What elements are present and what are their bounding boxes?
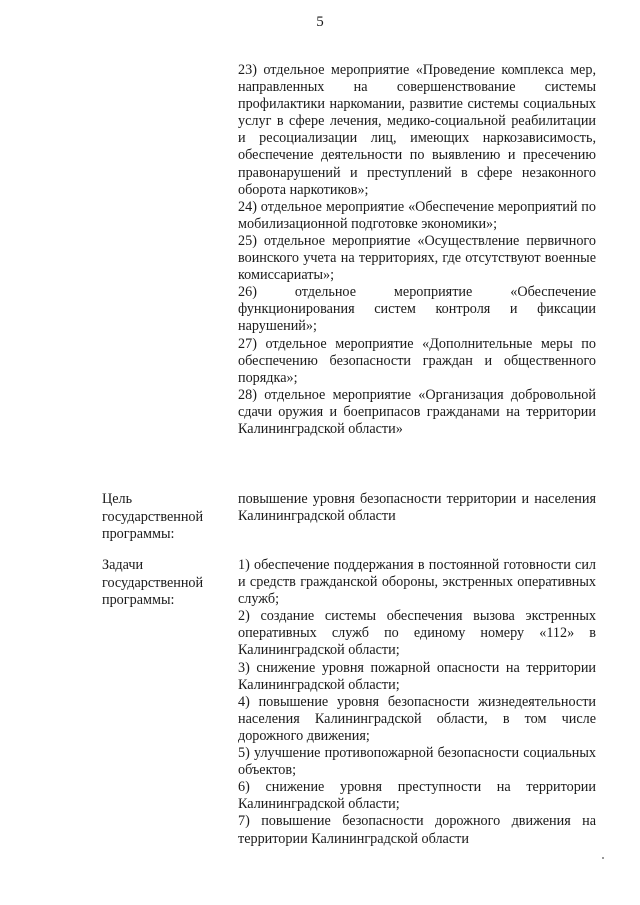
measure-item: 26) отдельное мероприятие «Обеспечение функционирования систем контроля и фиксации нарушений»;	[238, 284, 596, 335]
task-item: 5) улучшение противопожарной безопасности социальных объектов;	[238, 745, 596, 779]
tasks-list	[238, 557, 596, 848]
task-item: 7) повышение безопасности дорожного движения на территории Калининградской области	[238, 813, 596, 847]
goal-text-block	[238, 491, 596, 525]
task-item: 4) повышение уровня безопасности жизнедеятельности населения Калининградской области, в том числе дорожного движения;	[238, 693, 596, 744]
measure-item: 24) отдельное мероприятие «Обеспечение мероприятий по мобилизационной подготовке экономики»;	[238, 198, 596, 232]
task-item: 6) снижение уровня преступности на территории Калининградской области;	[238, 779, 596, 813]
goal-text: повышение уровня безопасности территории и населения Калининградской области	[238, 491, 596, 525]
tasks-label-line: Задачи	[102, 557, 144, 573]
task-item: 1) обеспечение поддержания в постоянной готовности сил и средств гражданской обороны, экстренных оперативных служб;	[238, 557, 596, 608]
goal-label-line: Цель	[102, 491, 133, 507]
tasks-label	[102, 557, 222, 610]
measures-list	[238, 62, 596, 438]
tasks-label-line: государственной	[102, 574, 204, 591]
page-number: 5	[316, 14, 324, 30]
scan-speck	[602, 857, 604, 859]
measure-item: 25) отдельное мероприятие «Осуществление первичного воинского учета на территориях, где отсутствуют военные комиссариаты»;	[238, 232, 596, 284]
goal-label	[102, 491, 222, 544]
tasks-label-line: программы:	[102, 592, 175, 608]
goal-label-line: программы:	[102, 526, 175, 542]
measure-item: 23) отдельное мероприятие «Проведение комплекса мер, направленных на совершенствование системы профилактики наркомании, развитие системы социальных услуг в сфере лечения, медико-социальной реабилитации и ресоциализации лиц, имеющих наркозависимость, обеспечение деятельности по выявлению и пресечению правонарушений и преступлений в сфере незаконного оборота наркотиков»;	[238, 62, 596, 198]
goal-label-line: государственной	[102, 508, 204, 525]
measure-item: 27) отдельное мероприятие «Дополнительные меры по обеспечению безопасности граждан и общественного порядка»;	[238, 335, 596, 386]
measure-item: 28) отдельное мероприятие «Организация добровольной сдачи оружия и боеприпасов гражданами на территории Калининградской области»	[238, 386, 596, 437]
task-item: 3) снижение уровня пожарной опасности на территории Калининградской области;	[238, 659, 596, 693]
task-item: 2) создание системы обеспечения вызова экстренных оперативных служб по единому номеру «112» в Калининградской области;	[238, 608, 596, 659]
